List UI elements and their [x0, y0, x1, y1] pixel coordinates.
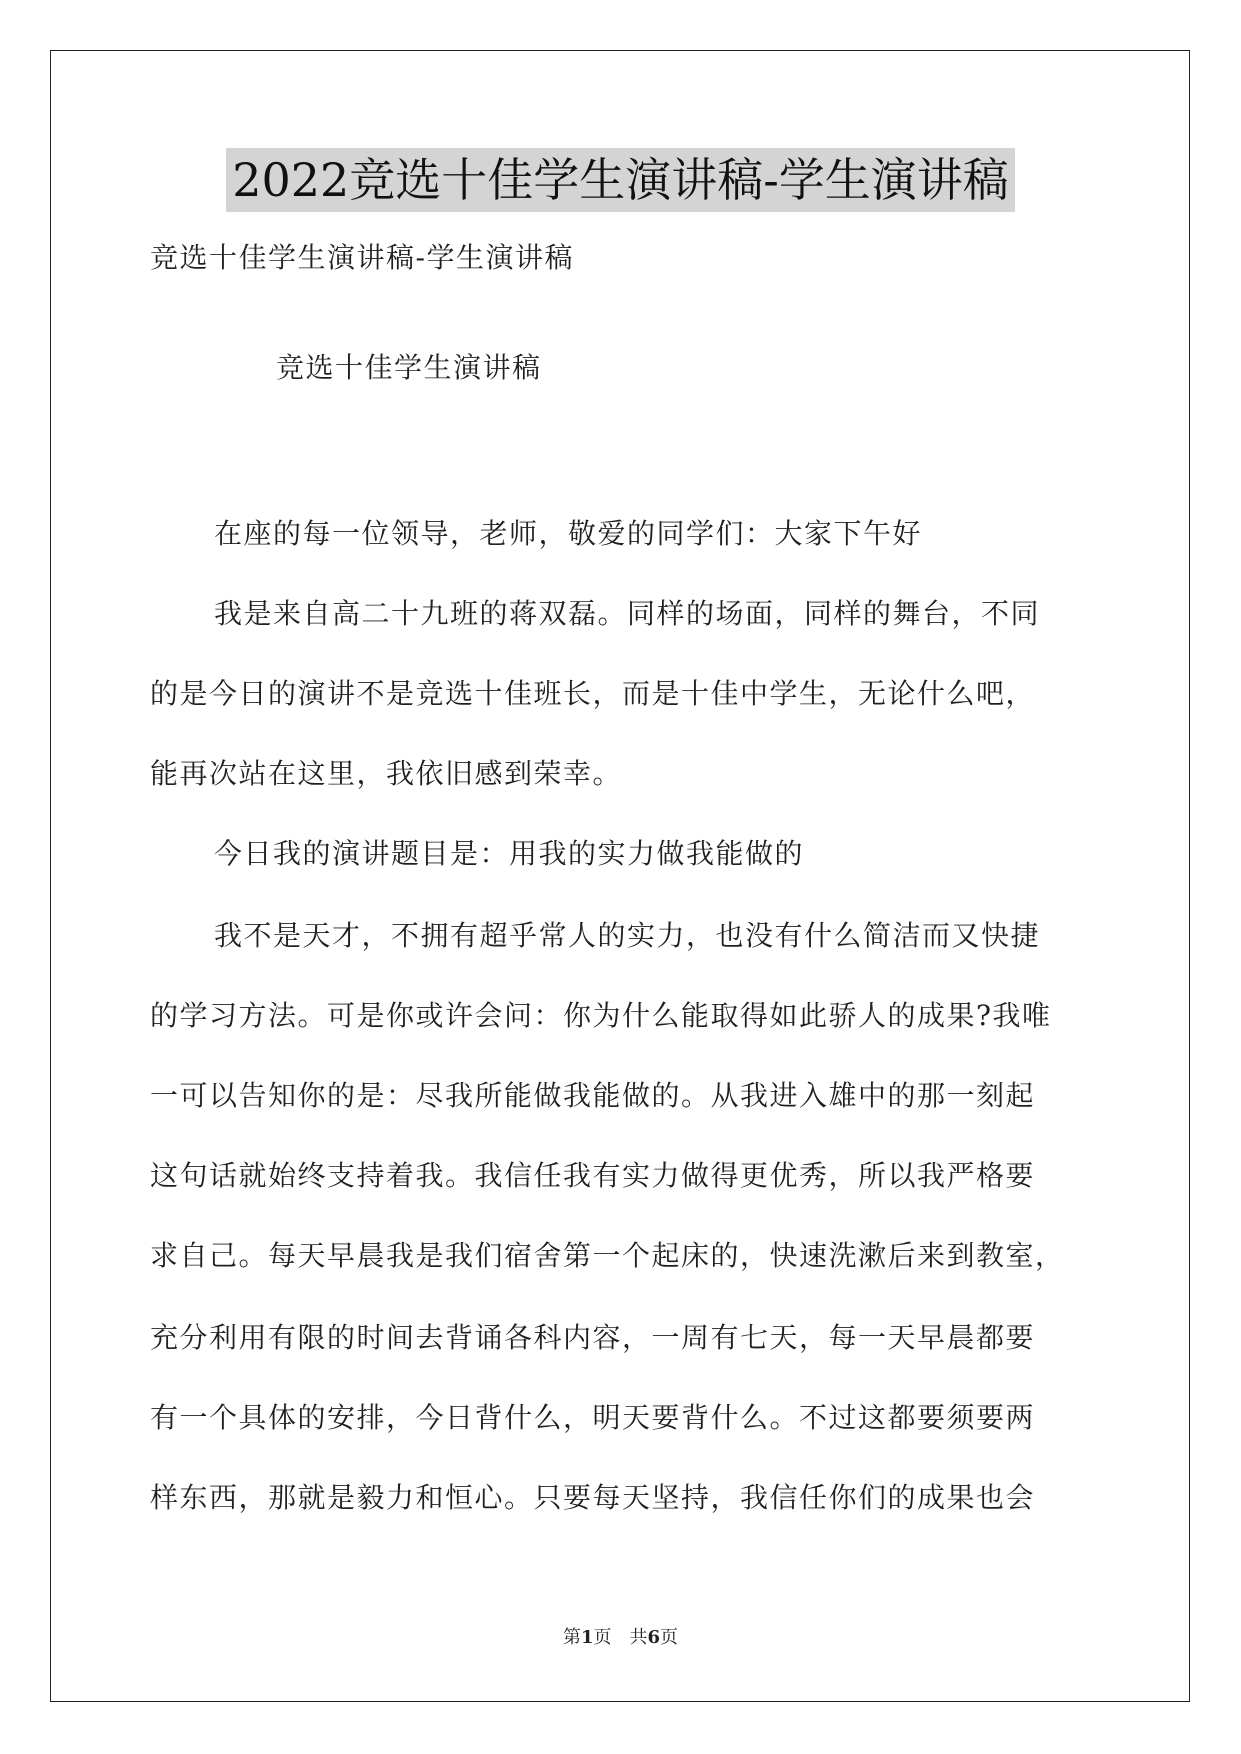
document-title: [0, 148, 1241, 212]
body-line: 有一个具体的安排，今日背什么，明天要背什么。不过这都要须要两: [150, 1401, 1036, 1434]
body-line: 一可以告知你的是：尽我所能做我能做的。从我进入雄中的那一刻起: [150, 1079, 1036, 1112]
body-line: 今日我的演讲题目是：用我的实力做我能做的: [214, 837, 805, 870]
body-line: 的是今日的演讲不是竞选十佳班长，而是十佳中学生，无论什么吧，: [150, 677, 1036, 710]
body-line: 求自己。每天早晨我是我们宿舍第一个起床的，快速洗漱后来到教室，: [150, 1239, 1065, 1272]
page-footer: [0, 1626, 1241, 1650]
document-title-text: 2022竞选十佳学生演讲稿-学生演讲稿: [226, 148, 1015, 212]
footer-page-suffix: 页: [660, 1627, 679, 1648]
footer-page-current: 1: [580, 1627, 594, 1648]
document-subtitle: 竞选十佳学生演讲稿-学生演讲稿: [150, 241, 574, 274]
footer-page-mid: 页 共: [593, 1627, 648, 1648]
body-line: 充分利用有限的时间去背诵各科内容，一周有七天，每一天早晨都要: [150, 1321, 1036, 1354]
body-line: 我不是天才，不拥有超乎常人的实力，也没有什么简洁而又快捷: [214, 919, 1041, 952]
body-line: 我是来自高二十九班的蒋双磊。同样的场面，同样的舞台，不同: [214, 597, 1041, 630]
body-line: 在座的每一位领导，老师，敬爱的同学们：大家下午好: [214, 517, 923, 550]
body-line: 能再次站在这里，我依旧感到荣幸。: [150, 757, 623, 790]
body-line: 的学习方法。可是你或许会问：你为什么能取得如此骄人的成果?我唯: [150, 999, 1052, 1032]
page-border: [50, 50, 1190, 1702]
body-line: 样东西，那就是毅力和恒心。只要每天坚持，我信任你们的成果也会: [150, 1481, 1036, 1514]
footer-page-prefix: 第: [562, 1627, 581, 1648]
footer-page-total: 6: [647, 1627, 661, 1648]
body-line: 这句话就始终支持着我。我信任我有实力做得更优秀，所以我严格要: [150, 1159, 1036, 1192]
document-heading: 竞选十佳学生演讲稿: [276, 351, 542, 384]
